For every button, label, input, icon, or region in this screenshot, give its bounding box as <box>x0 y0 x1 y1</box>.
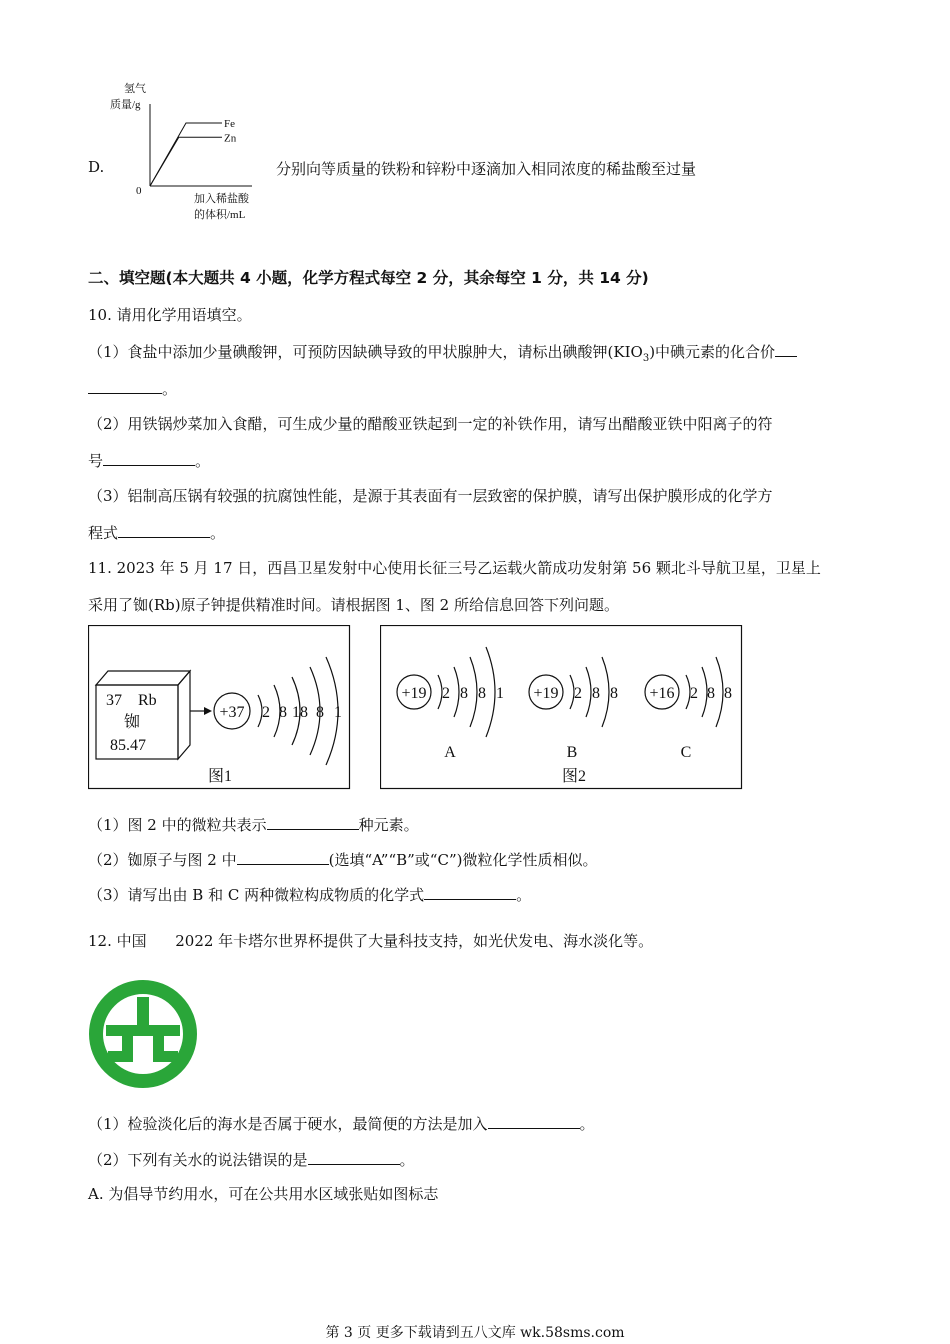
particle-a-shell-4-arc <box>486 647 495 737</box>
q11-part3-text-post: 。 <box>516 886 532 904</box>
q10-part1-text-pre: （1）食盐中添加少量碘酸钾，可预防因缺碘导致的甲状腺肿大，请标出碘酸钾(KIO <box>88 343 643 361</box>
particle-b-shell-3-count: 8 <box>610 685 618 702</box>
figure-2-particles <box>380 625 744 793</box>
figure-1-rubidium <box>88 625 352 793</box>
q10-part2-text: 号 <box>88 452 104 470</box>
q10-part3-answer-blank[interactable] <box>118 523 210 538</box>
element-symbol: Rb <box>138 692 157 709</box>
logo-stem-center <box>137 997 149 1025</box>
particle-b-shell-1-count: 2 <box>574 685 582 702</box>
element-cube-top <box>96 671 190 685</box>
q12-part2-answer-blank[interactable] <box>308 1150 400 1165</box>
particle-a-shell-2-count: 8 <box>460 685 468 702</box>
element-atomic-number: 37 <box>106 692 122 709</box>
particle-a-shell-4-count: 1 <box>496 685 504 702</box>
particle-a-nucleus-charge: +19 <box>401 685 427 702</box>
particle-b-label: B <box>566 744 578 761</box>
q12-stem: 12. 中国 2022 年卡塔尔世界杯提供了大量科技支持，如光伏发电、海水淡化等。 <box>88 932 654 950</box>
particle-a-shell-3-count: 8 <box>478 685 486 702</box>
q12-part1-text-pre: （1）检验淡化后的海水是否属于硬水，最简便的方法是加入 <box>88 1115 488 1133</box>
q10-part2-line1: （2）用铁锅炒菜加入食醋，可生成少量的醋酸亚铁起到一定的补铁作用，请写出醋酸亚铁中阳离子的符 <box>88 415 773 433</box>
element-name: 铷 <box>124 714 141 731</box>
particle-b-nucleus-charge: +19 <box>533 685 559 702</box>
chart-series-fe-line <box>150 123 222 186</box>
particle-a-label: A <box>444 744 456 761</box>
chart-xlabel-line2: 的体积/mL <box>194 209 246 221</box>
q10-part2-answer-blank[interactable] <box>103 451 195 466</box>
q11-part2-answer-blank[interactable] <box>237 850 329 865</box>
q10-part1-text-post: )中碘元素的化合价 <box>649 343 776 361</box>
chart-origin-label: 0 <box>136 185 142 197</box>
particle-c-label: C <box>680 744 692 761</box>
q12-option-a: A. 为倡导节约用水，可在公共用水区域张贴如图标志 <box>88 1185 439 1203</box>
q10-part2-end: 。 <box>195 452 211 470</box>
particle-a-shell-2-arc <box>454 667 459 717</box>
particle-c-shell-2-count: 8 <box>707 685 715 702</box>
chart-series-zn-line <box>150 137 222 186</box>
arrow-head <box>204 707 212 715</box>
logo-foot-right <box>153 1051 178 1062</box>
rb-shell-1-count: 2 <box>262 704 270 721</box>
q11-stem-line1: 11. 2023 年 5 月 17 日，西昌卫星发射中心使用长征三号乙运载火箭成功发射第 56 颗北斗导航卫星，卫星上 <box>88 559 821 577</box>
element-atomic-mass: 85.47 <box>110 737 146 754</box>
q12-part2 <box>88 1149 415 1170</box>
q10-part1-line1 <box>88 341 797 364</box>
page-footer: 第 3 页 更多下载请到五八文库 wk.58sms.com <box>325 1325 625 1341</box>
logo-bar-top <box>106 1025 180 1036</box>
q11-part1-text-post: 种元素。 <box>358 816 419 834</box>
particle-b-shell-3-arc <box>602 657 609 727</box>
option-d-label: D. <box>88 158 105 176</box>
particle-b-shell-2-arc <box>586 667 591 717</box>
q12-part1 <box>88 1113 595 1134</box>
particle-a-shell-3-arc <box>470 657 477 727</box>
q10-part2-line2 <box>88 450 210 471</box>
q11-part2 <box>88 849 597 870</box>
q12-part2-text-pre: （2）下列有关水的说法错误的是 <box>88 1151 308 1169</box>
q12-part1-text-post: 。 <box>579 1115 595 1133</box>
element-cube-side <box>178 671 190 759</box>
chart-series-zn-label: Zn <box>224 132 237 145</box>
q11-part3-text-pre: （3）请写出由 B 和 C 两种微粒构成物质的化学式 <box>88 886 425 904</box>
particle-c-shell-3-count: 8 <box>724 685 732 702</box>
q10-part3-line2 <box>88 522 225 543</box>
particle-c-shell-1-count: 2 <box>690 685 698 702</box>
particle-c-nucleus-charge: +16 <box>649 685 675 702</box>
q10-part3-end: 。 <box>210 524 226 542</box>
particle-b-shell-2-count: 8 <box>592 685 600 702</box>
q10-part3-line1: （3）铝制高压锅有较强的抗腐蚀性能，是源于其表面有一层致密的保护膜，请写出保护膜形成的化学方 <box>88 487 773 505</box>
particle-a-shell-1-count: 2 <box>442 685 450 702</box>
figure-1-caption: 图1 <box>207 768 233 785</box>
q11-part3 <box>88 884 531 905</box>
q11-part2-text-pre: （2）铷原子与图 2 中 <box>88 851 237 869</box>
q10-part1-subscript: 3 <box>642 353 650 364</box>
rb-shell-2-count: 8 <box>279 704 287 721</box>
q12-part2-text-post: 。 <box>399 1151 415 1169</box>
q11-part1-answer-blank[interactable] <box>267 815 359 830</box>
q11-stem-line2: 采用了铷(Rb)原子钟提供精准时间。请根据图 1、图 2 所给信息回答下列问题。 <box>88 596 619 614</box>
chart-series-fe-label: Fe <box>224 118 235 130</box>
q10-part1-end: 。 <box>162 380 178 398</box>
q11-part2-text-post: (选填“A”“B”或“C”)微粒化学性质相似。 <box>328 851 598 869</box>
q10-part3-text: 程式 <box>88 524 119 542</box>
section-heading: 二、填空题(本大题共 4 小题，化学方程式每空 2 分，其余每空 1 分，共 14 分) <box>88 269 649 287</box>
logo-foot-left <box>108 1051 133 1062</box>
hydrogen-mass-chart <box>96 78 266 228</box>
q10-part1-line2 <box>88 378 177 399</box>
rb-shell-5-count: 1 <box>334 704 342 721</box>
figure-2-caption: 图2 <box>561 768 587 785</box>
q11-part1-text-pre: （1）图 2 中的微粒共表示 <box>88 816 267 834</box>
q11-part3-answer-blank[interactable] <box>424 885 516 900</box>
rb-nucleus-charge: +37 <box>219 704 245 721</box>
q10-stem: 10. 请用化学用语填空。 <box>88 306 252 324</box>
chart-ylabel-line1: 氢气 <box>124 83 146 95</box>
option-d-description: 分别向等质量的铁粉和锌粉中逐滴加入相同浓度的稀盐酸至过量 <box>276 160 697 178</box>
q10-part1-answer-blank-end[interactable] <box>88 379 162 394</box>
q11-part1 <box>88 814 419 835</box>
chart-ylabel-line2: 质量/g <box>110 99 141 111</box>
q10-part1-answer-blank-start[interactable] <box>775 342 797 357</box>
rb-shell-3-count: 18 <box>292 704 308 721</box>
particle-c-shell-3-arc <box>716 657 723 727</box>
chart-xlabel-line1: 加入稀盐酸 <box>194 193 249 205</box>
rb-shell-4-count: 8 <box>316 704 324 721</box>
water-saving-logo <box>88 979 198 1089</box>
q12-part1-answer-blank[interactable] <box>488 1114 580 1129</box>
